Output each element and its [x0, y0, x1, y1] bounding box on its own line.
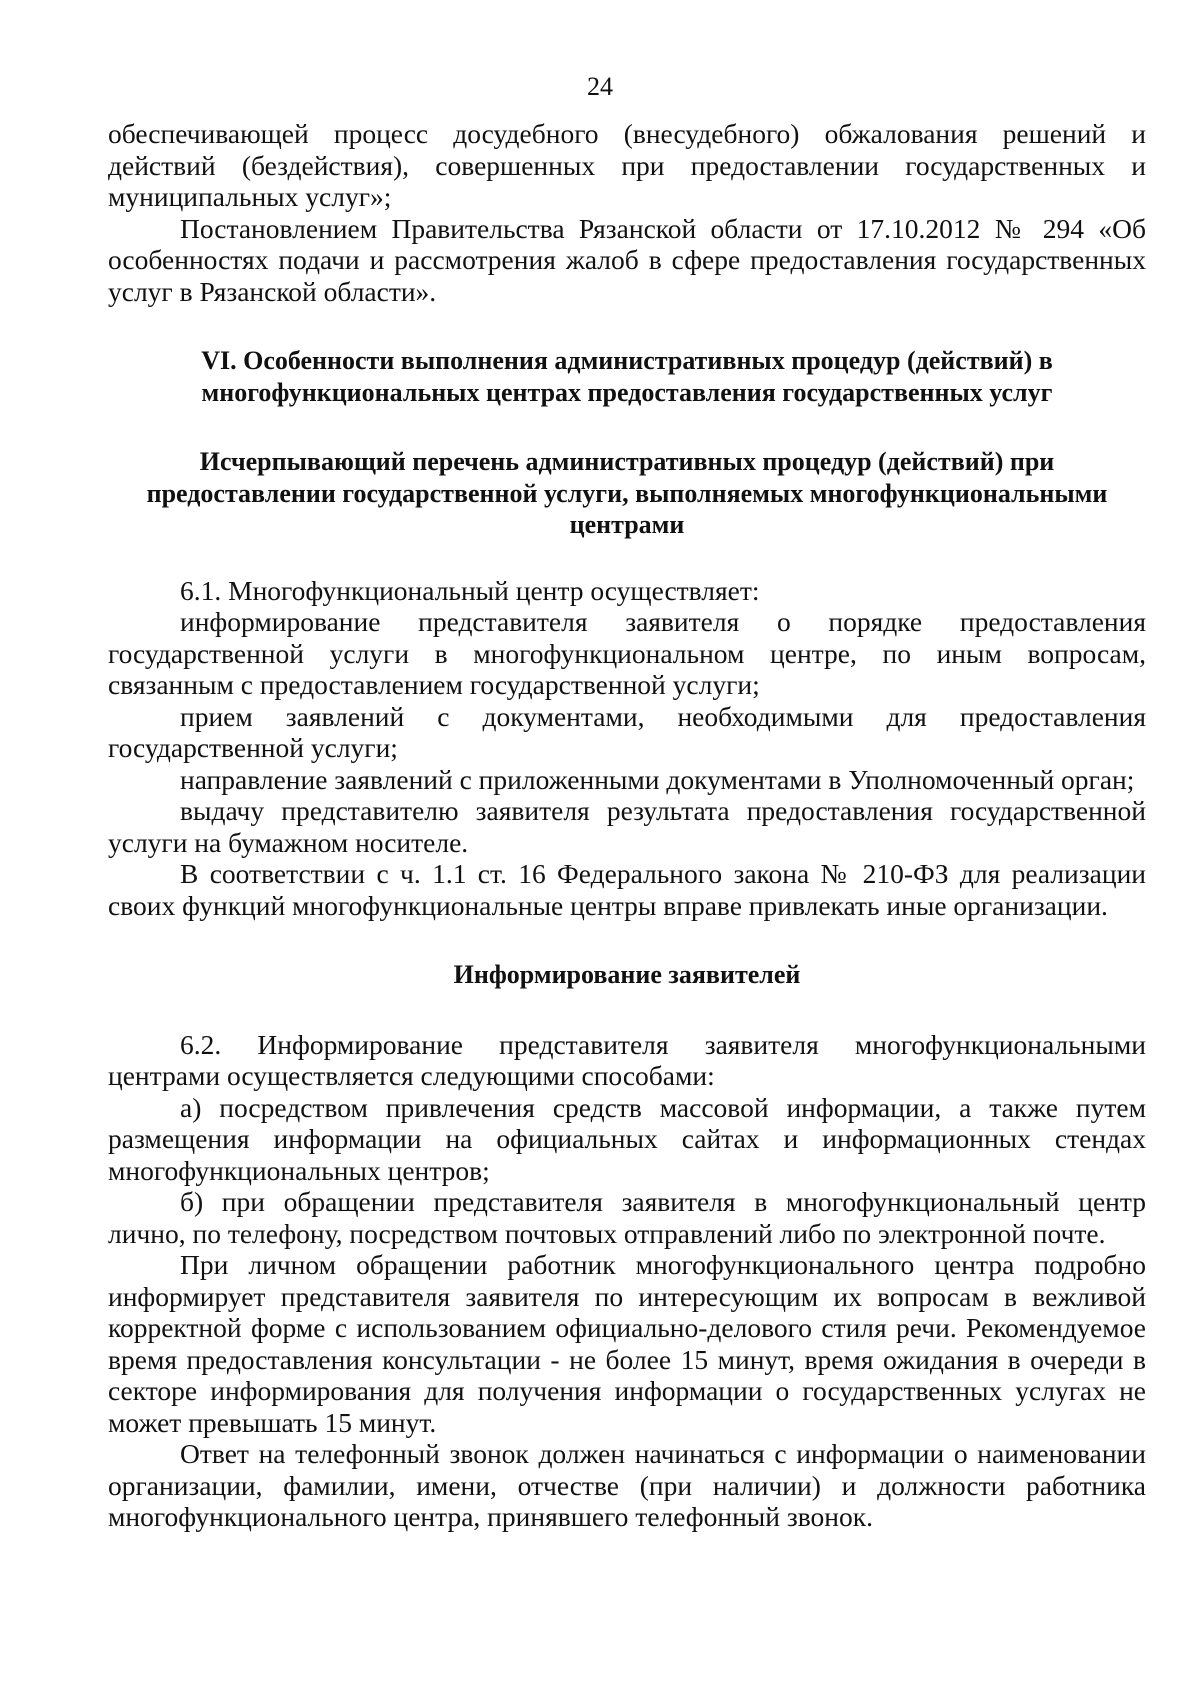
- paragraph-personal-visit: При личном обращении работник многофункционального центра подробно информирует представителя заявителя по интересующим их вопросам в вежливой корректной форме с использованием официально-делового стиля речи. Рекомендуемое время предоставления консультации - не более 15 минут, время ожидания в очереди в секторе информирования для получения информации о государственных услугах не может превышать 15 минут.: [108, 1249, 1146, 1438]
- paragraph-6-2: 6.2. Информирование представителя заявителя многофункциональными центрами осуществляется следующими способами:: [108, 1028, 1146, 1091]
- paragraph-6-1-issuance: выдачу представителю заявителя результата предоставления государственной услуги на бумажном носителе.: [108, 795, 1146, 858]
- paragraph-resolution: Постановлением Правительства Рязанской области от 17.10.2012 № 294 «Об особенностях подачи и рассмотрения жалоб в сфере предоставления государственных услуг в Рязанской области».: [108, 212, 1146, 307]
- paragraph-6-1-forwarding: направление заявлений с приложенными документами в Уполномоченный орган;: [180, 763, 1135, 795]
- paragraph-6-1-reception: прием заявлений с документами, необходимыми для предоставления государственной услуги;: [108, 700, 1146, 763]
- paragraph-6-1-informing: информирование представителя заявителя о порядке предоставления государственной услуги в многофункциональном центре, по иным вопросам, связанным с предоставлением государственной услуги;: [108, 606, 1146, 700]
- paragraph-6-1: 6.1. Многофункциональный центр осуществляет:: [180, 574, 760, 606]
- paragraph-6-1-law-reference: В соответствии с ч. 1.1 ст. 16 Федерального закона № 210-ФЗ для реализации своих функций многофункциональные центры вправе привлекать иные организации.: [108, 858, 1146, 921]
- subsection-heading-informing: Информирование заявителей: [453, 960, 801, 989]
- paragraph-6-2-b: б) при обращении представителя заявителя в многофункциональный центр лично, по телефону, посредством почтовых отправлений либо по электронной почте.: [108, 1186, 1146, 1249]
- paragraph-continuation: обеспечивающей процесс досудебного (внесудебного) обжалования решений и действий (бездействия), совершенных при предоставлении государственных и муниципальных услуг»;: [108, 118, 1146, 212]
- document-body: [108, 118, 1146, 1533]
- subsection-heading-procedures: Исчерпывающий перечень административных процедур (действий) при предоставлении государственной услуги, выполняемых многофункциональными центрами: [146, 447, 1108, 539]
- section-heading-vi: VI. Особенности выполнения административных процедур (действий) в многофункциональных центрах предоставления государственных услуг: [201, 346, 1053, 407]
- page-number: 24: [587, 72, 613, 101]
- paragraph-phone-call: Ответ на телефонный звонок должен начинаться с информации о наименовании организации, фамилии, имени, отчестве (при наличии) и должности работника многофункционального центра, принявшего телефонный звонок.: [108, 1438, 1146, 1532]
- paragraph-6-2-a: а) посредством привлечения средств массовой информации, а также путем размещения информации на официальных сайтах и информационных стендах многофункциональных центров;: [108, 1091, 1146, 1186]
